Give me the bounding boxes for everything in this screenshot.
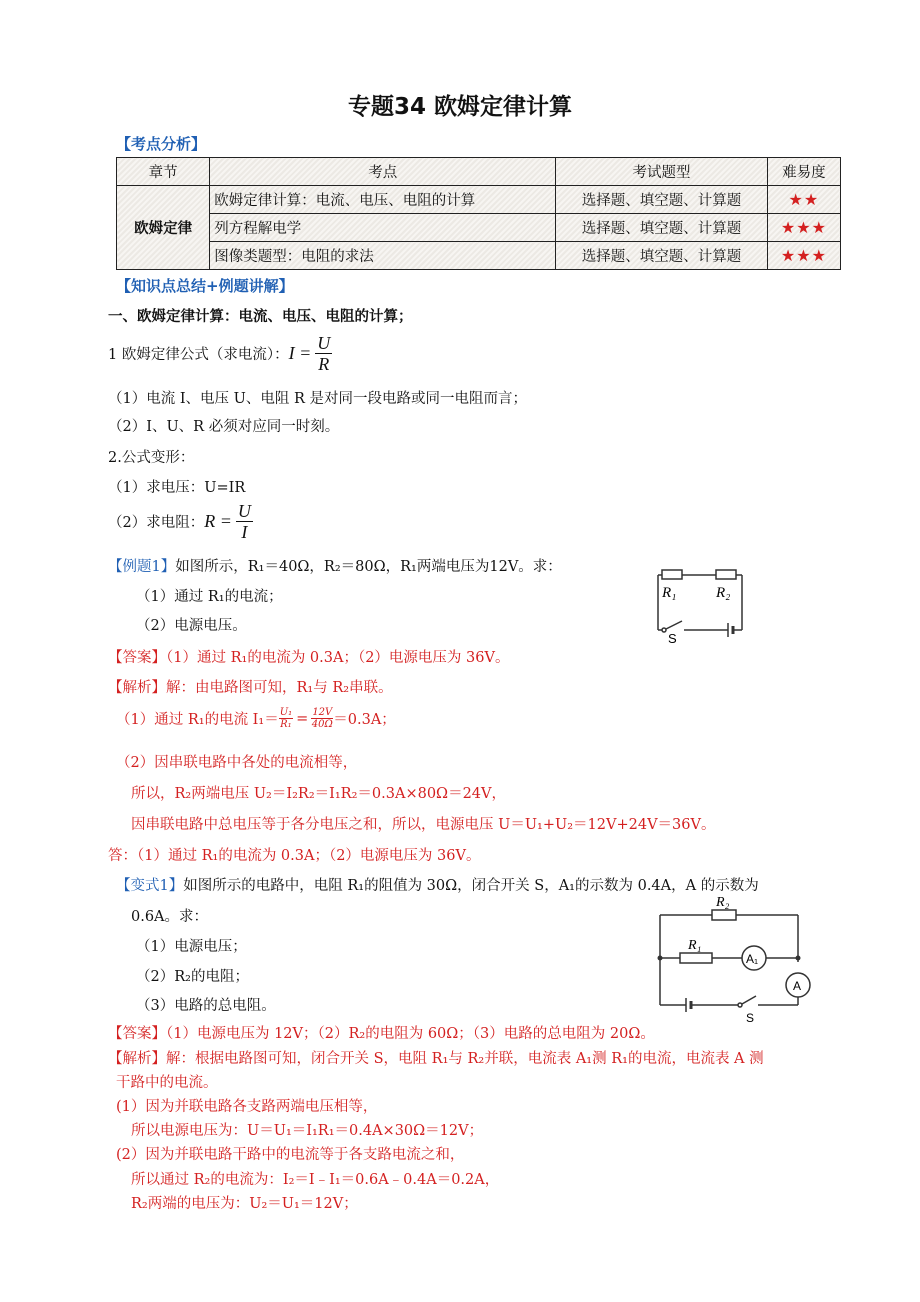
series-circuit-diagram (640, 565, 760, 645)
variant1-stem: 如图所示的电路中，电阻 R₁的阻值为 30Ω，闭合开关 S，A₁的示数为 0.4A，A 的示数为 (183, 878, 759, 894)
variant1-tag: 【变式1】 (116, 878, 184, 894)
denominator: 40Ω (311, 719, 333, 730)
page-title: 专题34 欧姆定律计算 (347, 94, 572, 120)
table-header-row (117, 158, 841, 186)
example1-step2: （2）因串联电路中各处的电流相等， (116, 755, 358, 771)
example1-step1 (116, 707, 396, 730)
answer-tag: 【答案】 (108, 1026, 166, 1042)
type-cell: 选择题、填空题、计算题 (556, 242, 768, 270)
fraction (315, 333, 332, 374)
label-a1: A₁ (746, 952, 759, 966)
switch-terminal (738, 1003, 742, 1007)
denominator: I (241, 522, 248, 542)
analysis-text: 解：根据电路图可知，闭合开关 S，电阻 R₁与 R₂并联，电流表 A₁测 R₁的电流，电流表 A 测 (166, 1051, 764, 1067)
table-row (117, 186, 841, 214)
example1-final-answer: 答：（1）通过 R₁的电流为 0.3A；（2）电源电压为 36V。 (108, 848, 481, 864)
numerator: U (317, 333, 331, 353)
section-summary-heading: 【知识点总结+例题讲解】 (116, 277, 294, 295)
transform-voltage: （1）求电压：U=IR (108, 480, 246, 496)
numerator: U₁ (279, 707, 293, 718)
switch-arm (666, 621, 682, 629)
example1-step4: 因串联电路中总电压等于各分电压之和，所以，电源电压 U＝U₁+U₂＝12V+24V＝36V。 (131, 817, 716, 833)
analysis-text: 解：由电路图可知，R₁与 R₂串联。 (166, 680, 393, 696)
note-2: （2）I、U、R 必须对应同一时刻。 (108, 419, 340, 435)
topic-cell: 图像类题型：电阻的求法 (210, 242, 556, 270)
variant1-q1: （1）电源电压； (136, 939, 247, 955)
label-r1: R₁ (662, 585, 677, 601)
header-type: 考试题型 (556, 158, 768, 186)
type-cell: 选择题、填空题、计算题 (556, 186, 768, 214)
label-switch: S (668, 631, 677, 645)
variant1-analysis-line (108, 1047, 764, 1068)
example1-step3: 所以，R₂两端电压 U₂＝I₂R₂＝I₁R₂＝0.3A×80Ω＝24V， (131, 786, 506, 802)
formula-resistance (108, 501, 253, 542)
variant1-step2: 所以电源电压为：U＝U₁＝I₁R₁＝0.4A×30Ω＝12V； (131, 1123, 484, 1139)
variant1-q2: （2）R₂的电阻； (136, 969, 249, 985)
step1-post: ＝0.3A； (333, 712, 396, 728)
table-row (117, 242, 841, 270)
variant1-step5: R₂两端的电压为：U₂＝U₁＝12V； (131, 1196, 358, 1212)
topic-table (116, 157, 841, 270)
transform-heading: 2.公式变形： (108, 450, 195, 466)
example1-stem: 如图所示，R₁＝40Ω，R₂＝80Ω，R₁两端电压为12V。求： (175, 559, 562, 575)
formula-lhs: I = (288, 343, 312, 363)
variant1-analysis-cont: 干路中的电流。 (116, 1075, 218, 1091)
fraction (311, 707, 333, 730)
table-row (117, 214, 841, 242)
answer-tag: 【答案】 (108, 650, 166, 666)
denominator: R₁ (280, 719, 292, 730)
variant1-q3: （3）电路的总电阻。 (136, 998, 276, 1014)
header-topic: 考点 (210, 158, 556, 186)
example1-q1: （1）通过 R₁的电流； (136, 589, 283, 605)
label-r1: R₁ (688, 938, 702, 953)
answer-text: （1）通过 R₁的电流为 0.3A；（2）电源电压为 36V。 (166, 650, 510, 666)
resistor-r1 (662, 570, 682, 579)
example1-tag: 【例题1】 (108, 559, 176, 575)
label-a: A (793, 979, 802, 993)
answer-text: （1）电源电压为 12V；（2）R₂的电阻为 60Ω；（3）电路的总电阻为 20Ω。 (166, 1026, 655, 1042)
switch-terminal (662, 628, 666, 632)
step1-pre: （1）通过 R₁的电流 I₁＝ (116, 712, 279, 728)
junction (796, 956, 801, 961)
numerator: 12V (312, 707, 333, 718)
analysis-tag: 【解析】 (108, 680, 166, 696)
example1-q2: （2）电源电压。 (136, 618, 247, 634)
formula-label: （2）求电阻： (108, 515, 205, 531)
note-1: （1）电流 I、电压 U、电阻 R 是对同一段电路或同一电阻而言； (108, 391, 528, 407)
example1-analysis-line (108, 676, 393, 697)
label-switch: S (746, 1011, 755, 1025)
parallel-circuit-diagram (650, 890, 820, 1025)
analysis-tag: 【解析】 (108, 1051, 166, 1067)
variant1-stem-cont: 0.6A。求： (131, 909, 209, 925)
junction (658, 956, 663, 961)
section-analysis-heading: 【考点分析】 (116, 135, 207, 153)
equals: = (296, 710, 309, 727)
difficulty-cell: ★★ (767, 186, 840, 214)
header-difficulty: 难易度 (767, 158, 840, 186)
topic-cell: 欧姆定律计算：电流、电压、电阻的计算 (210, 186, 556, 214)
header-chapter: 章节 (117, 158, 210, 186)
variant1-step4: 所以通过 R₂的电流为：I₂＝I﹣I₁＝0.6A﹣0.4A＝0.2A， (131, 1172, 500, 1188)
formula-current (108, 333, 332, 374)
variant1-answer-line (108, 1022, 655, 1043)
resistor-r2 (712, 910, 736, 920)
formula-lhs: R = (204, 511, 232, 531)
fraction (279, 707, 293, 730)
fraction (236, 501, 253, 542)
resistor-r1 (680, 953, 712, 963)
example1-stem-line (108, 555, 562, 576)
variant1-step1: (1）因为并联电路各支路两端电压相等， (116, 1099, 378, 1115)
label-r2: R₂ (716, 585, 731, 601)
numerator: U (237, 501, 251, 521)
example1-answer-line (108, 646, 509, 667)
resistor-r2 (716, 570, 736, 579)
type-cell: 选择题、填空题、计算题 (556, 214, 768, 242)
difficulty-cell: ★★★ (767, 242, 840, 270)
topic-cell: 列方程解电学 (210, 214, 556, 242)
chapter-cell: 欧姆定律 (117, 186, 210, 270)
heading-ohms-law: 一、欧姆定律计算：电流、电压、电阻的计算； (108, 309, 413, 325)
denominator: R (318, 354, 330, 374)
switch-arm (742, 996, 756, 1004)
difficulty-cell: ★★★ (767, 214, 840, 242)
formula-label: 1 欧姆定律公式（求电流）： (108, 347, 289, 363)
variant1-step3: (2）因为并联电路干路中的电流等于各支路电流之和， (116, 1147, 465, 1163)
label-r2: R₂ (716, 895, 730, 910)
